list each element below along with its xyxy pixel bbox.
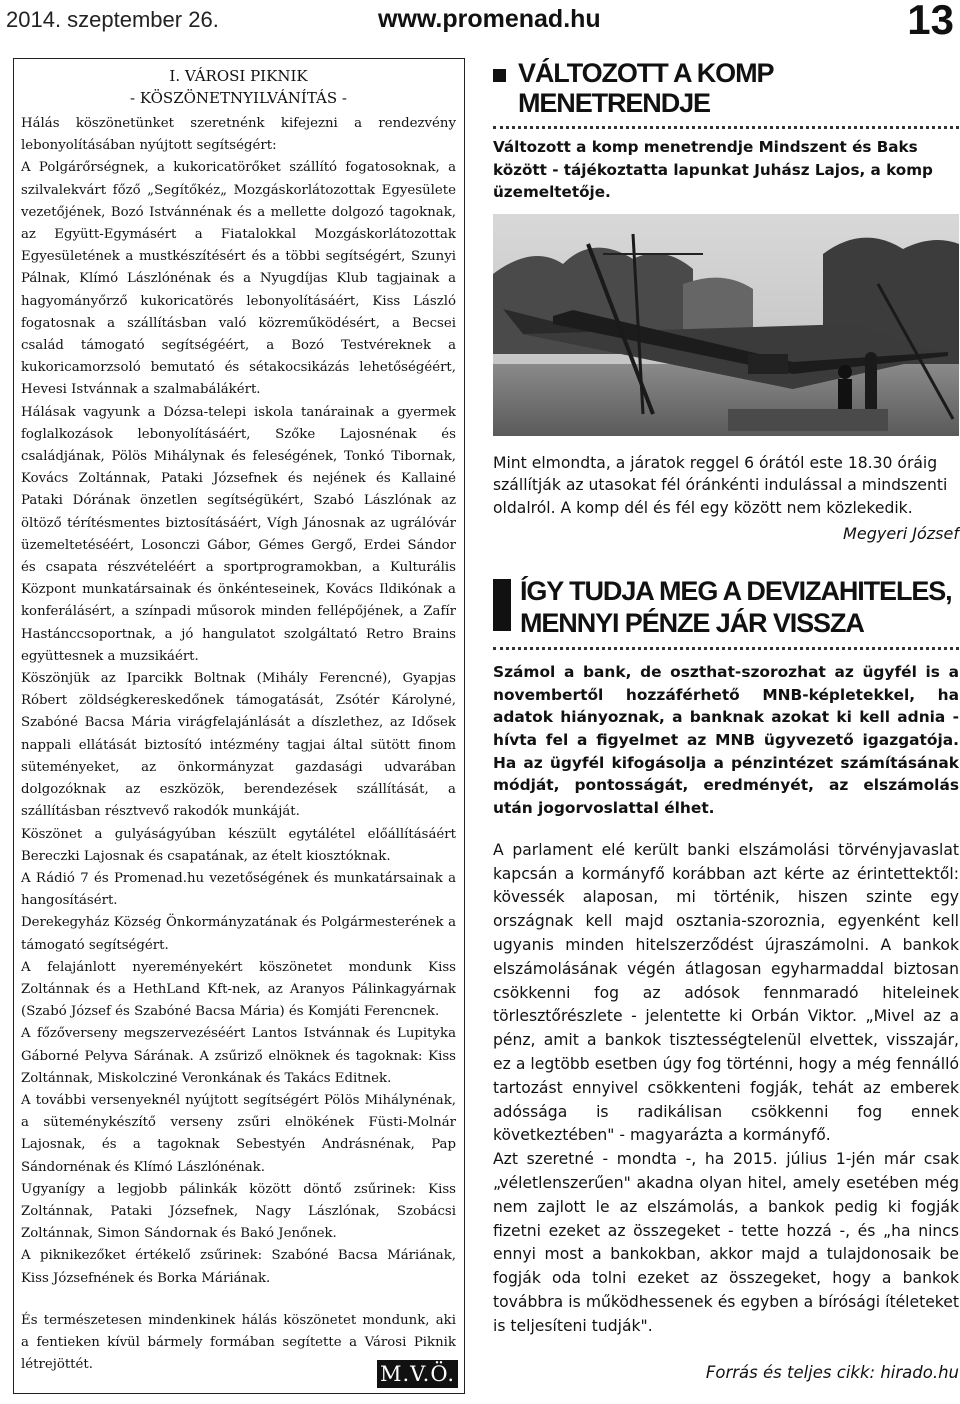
right-column [493, 58, 959, 1382]
thanks-paragraph: A felajánlott nyereményekért köszönetet mondunk Kiss Zoltánnak és a HethLand Kft-nek, az Aranyos Pálinkagyárnak (Szabó József és Szabóné Bacsa Mária) és Komjáti Ferencnek. [21, 959, 456, 1020]
dotted-divider [493, 647, 959, 650]
ferry-author: Megyeri József [843, 523, 959, 543]
thanks-paragraph: A piknikezőket értékelő zsűrinek: Szabóné Bacsa Máriának, Kiss Józsefnének és Borka Máriának. [21, 1248, 456, 1286]
thanks-paragraph: A további versenyeknél nyújtott segítségért Pölös Mihálynénak, a süteménykészítő verseny zsűri elnökének Füsti-Molnár Lajosnak, és a tagoknak Sebestyén Andrásnénak, Pap Sándornénak és Klímó Lászlónénak. [21, 1092, 456, 1175]
fx-loan-article [493, 575, 959, 1382]
fx-source[interactable]: Forrás és teljes cikk: hirado.hu [705, 1362, 959, 1382]
thanks-paragraph: A Rádió 7 és Promenad.hu vezetőségének és munkatársainak a hangosításért. [21, 870, 456, 909]
thanks-paragraph: Hálásak vagyunk a Dózsa-telepi iskola tanárainak a gyermek foglalkozások lebonyolításáért, Szőke Lajosnénak és családjának, Pölös Mihálynak és feleségének, Tonkó Tibornak, Kovács Zoltánnak, Pataki Józsefnek és nejének és Kallainé Pataki Dórának önzetlen segítségükért, Szabó Lászlónak az öltöző térítésmentes biztosításáért, Vígh Jánosnak az ugrálóvár üzemeltetéséért, Losonczi Gábor, Gémes Gergő, Erdei Sándor és csapata részvételéért a sportprogramokban, a Kulturális Központ munkatársainak és önkénteseinek, Kovács Ildikónak a konferálásért, a színpadi műsorok minden fellépőjének, a Zafír Hastánccsoportnak, a jó hangulatot szolgáltató Retro Brains együttesnek a muzsikáért. [21, 404, 456, 664]
fx-paragraph: A parlament elé került banki elszámolási törvényjavaslat kapcsán a kormányfő korábban azt kérte az érintettektől: kövessék alaposan, mi történik, hiszen szinte egy országnak kell majd osztania-szoroznia, egyenként kell ugyanis minden hitelszerződést újraszámolni. A bankok elszámolásának végén átlagosan egyharmaddal biztosan csökkenni fog az adósok fennmaradó hiteleinek törlesztőrészlete - jelentette ki Orbán Viktor. „Mivel az a pénz, amit a bankok tisztességtelenül elvettek, visszajár, ez a legtöbb esetben úgy fog történni, hogy a még fennálló tartozást ennyivel csökkenteni fogják, tehát az emberek adóssága is radikálisan csökkenni fog ennek következtében" - magyarázta a kormányfő. [493, 840, 959, 1145]
thanks-subtitle: - KÖSZÖNETNYILVÁNÍTÁS - [130, 89, 347, 107]
issue-date: 2014. szeptember 26. [6, 7, 219, 32]
page-number: 13 [907, 0, 954, 43]
fx-lead: Számol a bank, de oszthat-szorozhat az ügyfél is a novembertől hozzáférhető MNB-képletekkel, ha adatok hiányoznak, a banknak azokat ki kell adnia - hívta fel a figyelmet az MNB ügyvezető igazgatója. Ha az ügyfél kifogásolja a pénzintézet számításának módját, pontosságát, eredményét, az elszámolás után jogorvoslattal élhet. [493, 662, 959, 818]
fx-title [520, 575, 952, 639]
ferry-title: VÁLTOZOTT A KOMP MENETRENDJE [518, 58, 773, 118]
thanks-paragraph: Köszönet a gulyáságyúban készült egytálétel előállításáért Bereczki Lajosnak és csapatának, az ételt kiosztóknak. [21, 826, 456, 864]
website-link[interactable]: www.promenad.hu [378, 5, 601, 33]
thanks-closing: És természetesen mindenkinek hálás köszönetet mondunk, aki a fentieken kívül bármely formában segítette a Városi Piknik létrejöttét. [21, 1312, 456, 1373]
thanks-content [14, 59, 464, 1376]
ferry-body: Mint elmondta, a járatok reggel 6 órától este 18.30 óráig szállítják az utasokat fél óránkénti indulással a mindszenti oldalról. A komp dél és fél egy között nem közlekedik. [493, 453, 948, 518]
thanks-paragraph: Köszönjük az Iparcikk Boltnak (Mihály Ferencné), Gyapjas Róbert zöldségkereskedőnek támogatását, Zsótér Károlyné, Szabóné Bacsa Mária virágfelajánlását a díszlethez, az Idősek nappali ellátását biztosító intézmény tagjai által sütött finom süteményeket, az önkormányzat gazdasági udvarában dolgozóknak az eszközök, berendezések szállítását, a szállításban résztvevő rakodók munkáját. [21, 671, 456, 820]
thanks-paragraph: Ugyanígy a legjobb pálinkák között döntő zsűrinek: Kiss Zoltánnak, Pataki Józsefnek, Nagy Lászlónak, Szobácsi Zoltánnak, Simon Sándornak és Bakó Jenőnek. [21, 1181, 456, 1242]
thanks-paragraph: Derekegyház Község Önkormányzatának és Polgármesterének a támogató segítségért. [21, 915, 456, 953]
page-header [0, 0, 960, 44]
thanks-title: I. VÁROSI PIKNIK [169, 67, 308, 85]
fx-paragraph: Azt szeretné - mondta -, ha 2015. július 1-jén már csak „véletlenszerűen" akadna olyan hitel, amely esetében még nem zajlott le az elszámolás, a bankok pedig ki fogják fizetni ezeket az összegeket - tette hozzá -, és „ha nincs ennyi most a bankokban, akkor majd a tulajdonosaik be fogják oda tolni ezeket az összegeket, hogy a bankok továbbra is működhessenek és egyben a bírósági ítéleteket is teljesíteni tudják". [493, 1150, 959, 1335]
ferry-headline [493, 58, 959, 118]
fx-title-line1: ÍGY TUDJA MEG A DEVIZAHITELES, [520, 575, 952, 606]
organizer-signature: M.V.Ö. [377, 1360, 458, 1388]
fx-headline [493, 575, 959, 639]
thanks-paragraph: A Polgárőrségnek, a kukoricatörőket szállító fogatosoknak, a szilvalekvárt főző „Segítőkéz„ Mozgáskorlátozottak Egyesülete vezetőjének, Bozó Istvánnénak és a mellette dolgozó tagoknak, az Együtt-Egymásért a Fiatalokkal Mozgáskorlátozottak Egyesületének a mustkészítésért és a többi segítségért, Szunyi Pálnak, Klímó Lászlónénak és a Nyugdíjas Klub tagjainak a hagyományőrző kukoricatörés lebonyolításáért, Kiss László fogatosnak a szállításban való közreműködésért, a Becsei család támogató segítségéért, a Bozó Testvéreknek a kukoricamorzsoló bemutató és sétakocsikázás lehetőségéért, Hevesi Istvánnak a szalmabálákért. [21, 160, 456, 398]
fx-body [493, 839, 959, 1339]
headline-square-icon [493, 69, 506, 82]
ferry-lead: Változott a komp menetrendje Mindszent és Baks között - tájékoztatta lapunkat Juhász Lajos, a komp üzemeltetője. [493, 138, 933, 201]
headline-bar-icon [493, 579, 511, 631]
thanks-box [13, 58, 465, 1394]
dotted-divider [493, 126, 959, 129]
fx-title-line2: MENNYI PÉNZE JÁR VISSZA [520, 607, 864, 638]
thanks-paragraph: A főzőverseny megszervezéséért Lantos Istvánnak és Lupityka Gáborné Pelyva Sárának. A zsűriző elnöknek és tagoknak: Kiss Zoltánnak, Miskolcziné Veronkának és Takács Editnek. [21, 1026, 456, 1086]
ferry-photo [493, 214, 959, 436]
thanks-intro: Hálás köszönetünket szeretnénk kifejezni a rendezvény lebonyolításában nyújtott segítségért: [21, 116, 456, 154]
